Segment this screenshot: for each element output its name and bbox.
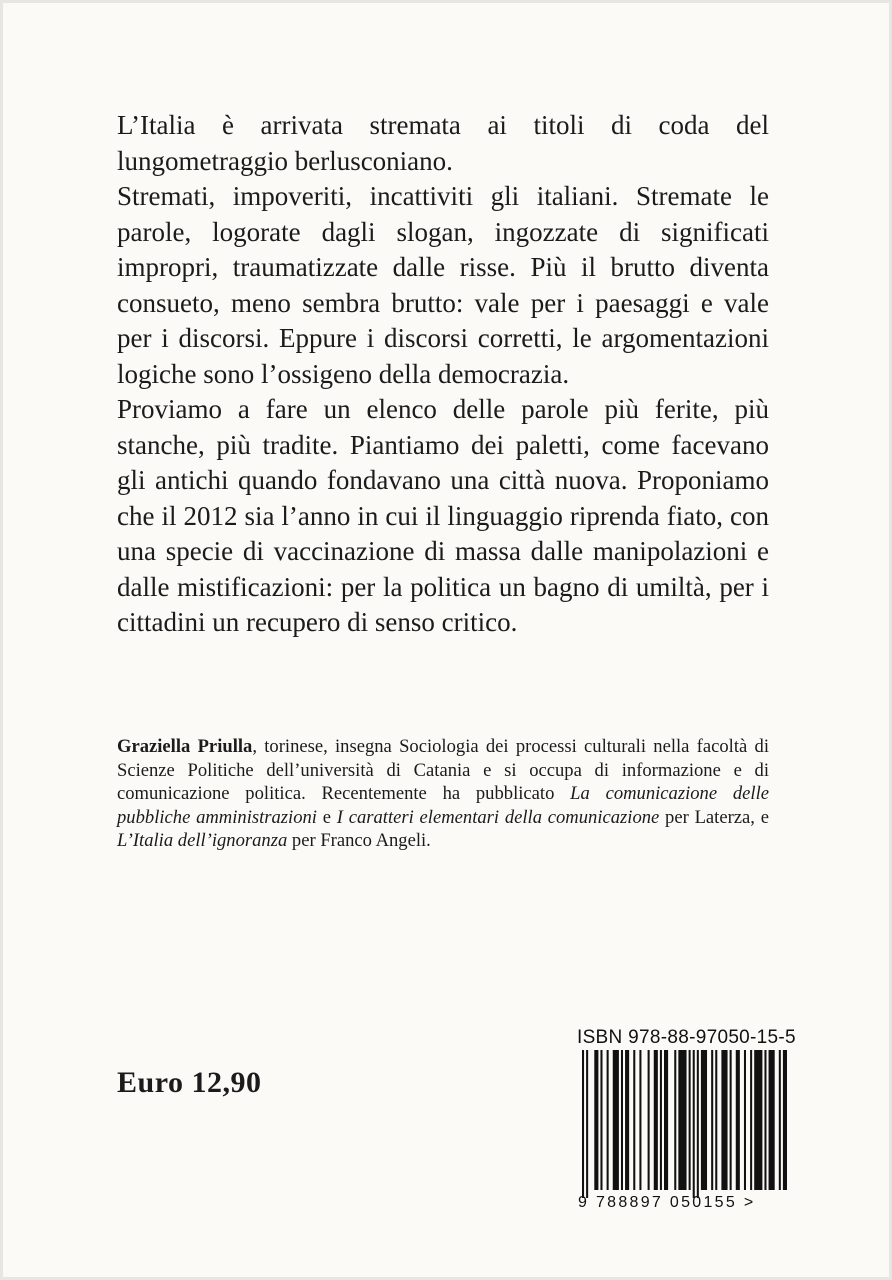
barcode-bar <box>600 1050 602 1190</box>
barcode-bar <box>678 1050 686 1190</box>
barcode-bar <box>689 1050 691 1190</box>
book-title-3: L’Italia dell’ignoranza <box>117 830 288 852</box>
barcode-bar <box>721 1050 727 1190</box>
barcode-bar <box>664 1050 668 1190</box>
barcode-bar <box>711 1050 713 1190</box>
barcode-bar <box>660 1050 662 1190</box>
barcode-bars <box>578 1050 788 1198</box>
bio-text-3: per Laterza, e <box>659 806 769 828</box>
barcode-bar <box>693 1050 695 1198</box>
book-title-1: La comunicazione delle pubbliche amministrazioni <box>117 783 770 828</box>
back-cover-blurb <box>117 108 769 641</box>
blurb-paragraph-2: Stremati, impoveriti, incattiviti gli italiani. Stremate le parole, logorate dagli slogan, ingozzate di significati impropri, traumatizzate dalle risse. Più il brutto diventa consueto, meno sembra brutto: vale per i paesaggi e vale per i discorsi. Eppure i discorsi corretti, le argomentazioni logiche sono l’ossigeno della democrazia. <box>117 181 769 389</box>
barcode-bar <box>674 1050 676 1190</box>
barcode-bar <box>582 1050 584 1198</box>
barcode-bar <box>586 1050 588 1198</box>
barcode-bar <box>779 1050 781 1190</box>
barcode-bar <box>697 1050 699 1198</box>
book-title-2: I caratteri elementari della comunicazione <box>336 806 660 828</box>
price-label: Euro 12,90 <box>117 1066 262 1099</box>
author-name: Graziella Priulla <box>117 736 253 757</box>
bio-text-1: , torinese, insegna Sociologia dei processi culturali nella facoltà di Scienze Politiche dell’università di Catania e si occupa di informazione e di comunicazione politica. Recentemente ha pubblicato <box>117 736 769 805</box>
barcode-bar <box>594 1050 598 1190</box>
bio-text-2: e <box>316 806 337 828</box>
barcode-bar <box>648 1050 650 1190</box>
barcode-bar <box>639 1050 641 1190</box>
barcode-bar <box>607 1050 609 1190</box>
blurb-paragraph-3: Proviamo a fare un elenco delle parole più ferite, più stanche, più tradite. Piantiamo dei paletti, come facevano gli antichi quando fondavano una città nuova. Proponiamo che il 2012 sia l’anno in cui il linguaggio riprenda fiato, con una specie di vaccinazione di massa dalle manipolazioni e dalle mistificazioni: per la politica un bagno di umiltà, per i cittadini un recupero di senso critico. <box>117 394 769 637</box>
barcode-bar <box>654 1050 658 1190</box>
barcode-digits: 9 788897 050155 > <box>578 1194 756 1211</box>
barcode-bar <box>783 1050 787 1190</box>
barcode-bar <box>736 1050 740 1190</box>
barcode-bar <box>701 1050 707 1190</box>
barcode-bar <box>750 1050 752 1190</box>
author-bio <box>117 735 769 853</box>
barcode-bar <box>625 1050 629 1190</box>
barcode-bar <box>730 1050 732 1190</box>
bio-text-4: per Franco Angeli. <box>287 830 431 852</box>
barcode-bar <box>744 1050 746 1190</box>
barcode-bar <box>764 1050 766 1190</box>
barcode-bar <box>715 1050 717 1190</box>
barcode-bar <box>613 1050 619 1190</box>
barcode-bar <box>769 1050 775 1190</box>
blurb-paragraph-1: L’Italia è arrivata stremata ai titoli di coda del lungometraggio berlusconiano. <box>117 110 769 176</box>
barcode-bar <box>621 1050 623 1190</box>
barcode-bar <box>754 1050 762 1190</box>
barcode-bar <box>633 1050 635 1190</box>
isbn-label: ISBN 978-88-97050-15-5 <box>577 1027 796 1048</box>
